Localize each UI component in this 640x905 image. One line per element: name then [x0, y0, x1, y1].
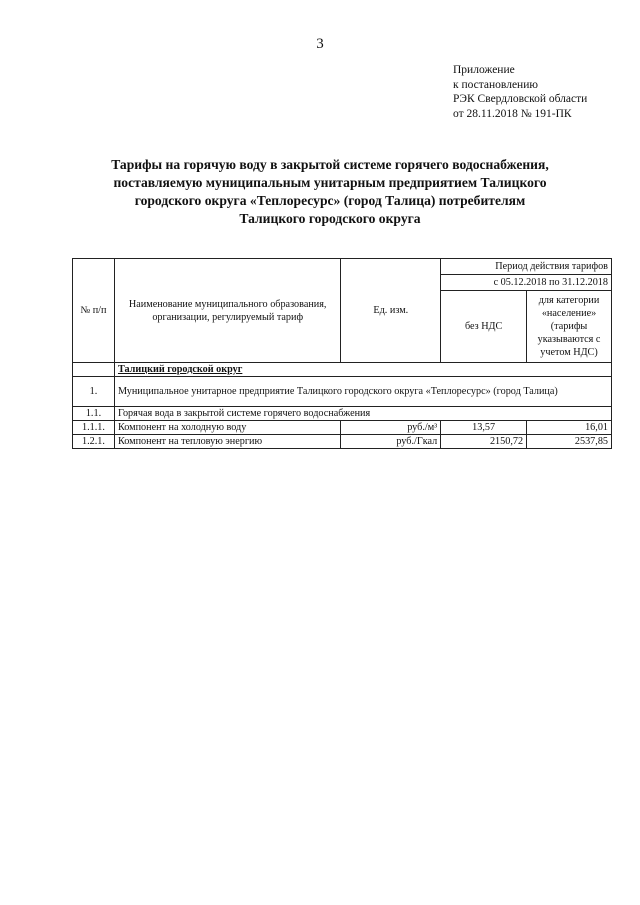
appendix-line: от 28.11.2018 № 191-ПК: [453, 107, 572, 120]
header-period-title: Период действия тарифов: [441, 259, 612, 275]
header-num: № п/п: [73, 259, 115, 363]
header-population: для категории «население» (тарифы указываются с учетом НДС): [527, 291, 612, 363]
row-population: 16,01: [527, 421, 612, 435]
org-name: Муниципальное унитарное предприятие Талицкого городского округа «Теплоресурс» (город Талица): [114, 377, 611, 407]
section-title: Талицкий городской округ: [114, 363, 611, 377]
appendix-block: [453, 63, 587, 121]
service-name: Горячая вода в закрытой системе горячего водоснабжения: [114, 407, 611, 421]
row-name: Компонент на холодную воду: [114, 421, 341, 435]
tariff-table: [72, 258, 612, 449]
header-unit: Ед. изм.: [341, 259, 441, 363]
header-no-vat: без НДС: [441, 291, 527, 363]
header-name: Наименование муниципального образования, организации, регулируемый тариф: [114, 259, 341, 363]
row-no-vat: 13,57: [441, 421, 527, 435]
page-number: 3: [316, 36, 324, 52]
title-line: Тарифы на горячую воду в закрытой системе горячего водоснабжения,: [111, 157, 549, 172]
row-name: Компонент на тепловую энергию: [114, 435, 341, 449]
table-row: [73, 435, 612, 449]
appendix-line: Приложение: [453, 64, 515, 76]
title-line: Талицкого городского округа: [239, 211, 421, 226]
section-num-cell: [73, 363, 115, 377]
row-unit: руб./Гкал: [341, 435, 441, 449]
row-unit: руб./м³: [341, 421, 441, 435]
org-num: 1.: [73, 377, 115, 407]
row-population: 2537,85: [527, 435, 612, 449]
appendix-line: к постановлению: [453, 78, 538, 91]
table-row: [73, 421, 612, 435]
header-period-range: с 05.12.2018 по 31.12.2018: [441, 275, 612, 291]
document-title: [80, 156, 580, 228]
row-no-vat: 2150,72: [441, 435, 527, 449]
appendix-line: РЭК Свердловской области: [453, 93, 588, 105]
row-num: 1.1.1.: [73, 421, 115, 435]
title-line: городского округа «Теплоресурс» (город Талица) потребителям: [134, 193, 526, 208]
row-num: 1.2.1.: [73, 435, 115, 449]
service-num: 1.1.: [73, 407, 115, 421]
title-line: поставляемую муниципальным унитарным предприятием Талицкого: [113, 175, 547, 190]
